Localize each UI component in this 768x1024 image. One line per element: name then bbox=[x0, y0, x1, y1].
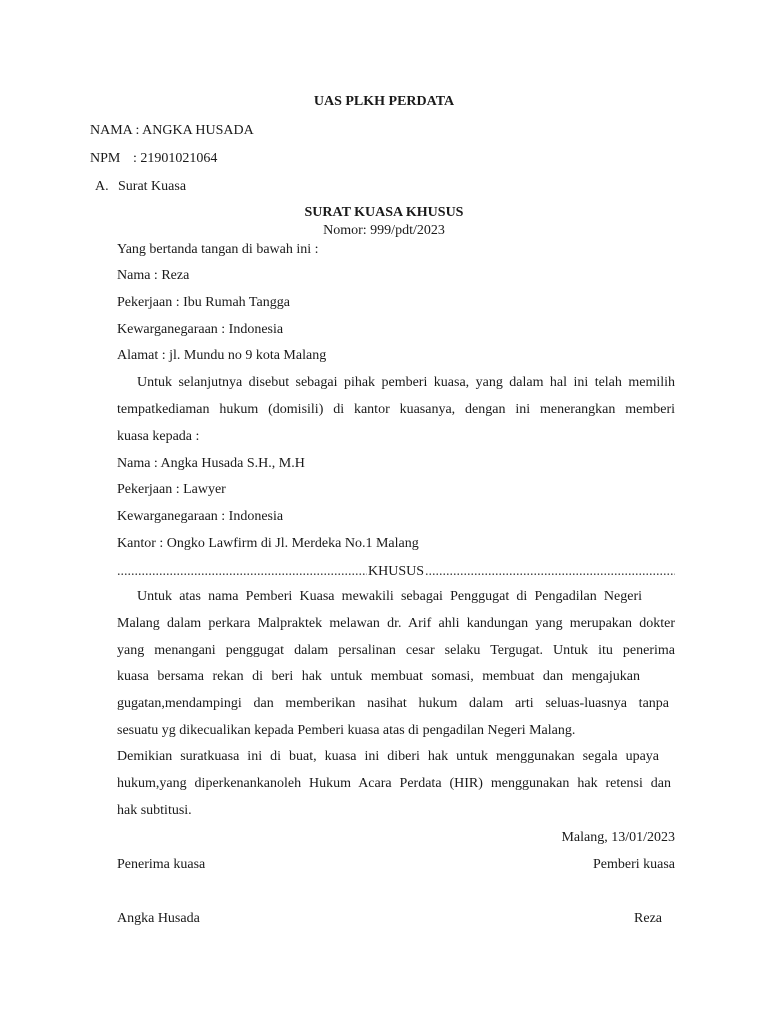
khusus-heading: KHUSUS bbox=[368, 564, 425, 579]
attorney-occupation: Pekerjaan : Lawyer bbox=[117, 482, 226, 497]
grantor-name: Nama : Reza bbox=[117, 268, 190, 283]
paragraph-line: sesuatu yg dikecualikan kepada Pemberi kuasa atas di pengadilan Negeri Malang. bbox=[117, 723, 576, 738]
grantor-label: Pemberi kuasa bbox=[592, 857, 675, 872]
section-marker: A. bbox=[95, 179, 109, 194]
khusus-divider bbox=[117, 563, 675, 581]
grantor-address: Alamat : jl. Mundu no 9 kota Malang bbox=[117, 348, 327, 363]
letter-intro: Yang bertanda tangan di bawah ini : bbox=[117, 242, 319, 257]
attorney-label: Penerima kuasa bbox=[117, 857, 206, 872]
grantor-occupation: Pekerjaan : Ibu Rumah Tangga bbox=[117, 295, 290, 310]
paragraph-line: Untuk atas nama Pemberi Kuasa mewakili sebagai Penggugat di Pengadilan Negeri bbox=[137, 589, 642, 604]
letter-title: SURAT KUASA KHUSUS bbox=[304, 205, 464, 220]
npm-label: NPM bbox=[90, 151, 121, 166]
grantor-signature-name: Reza bbox=[634, 911, 662, 926]
paragraph-line: Demikian suratkuasa ini di buat, kuasa ini diberi hak untuk menggunakan segala upaya bbox=[117, 749, 659, 764]
paragraph-line: hak subtitusi. bbox=[117, 803, 192, 818]
paragraph-line: Malang dalam perkara Malpraktek melawan dr. Arif ahli kandungan yang merupakan dokter bbox=[117, 616, 675, 631]
attorney-signature-name: Angka Husada bbox=[117, 911, 200, 926]
section-title: Surat Kuasa bbox=[118, 179, 187, 194]
paragraph-line: hukum,yang diperkenankanoleh Hukum Acara Perdata (HIR) menggunakan hak retensi dan bbox=[117, 776, 671, 791]
letter-number: Nomor: 999/pdt/2023 bbox=[323, 223, 445, 238]
dotted-leader bbox=[425, 563, 675, 581]
grantor-citizenship: Kewarganegaraan : Indonesia bbox=[117, 322, 284, 337]
paragraph-line: kuasa kepada : bbox=[117, 429, 200, 444]
npm-value: : 21901021064 bbox=[133, 151, 218, 166]
paragraph-line: Untuk selanjutnya disebut sebagai pihak pemberi kuasa, yang dalam hal ini telah memilih bbox=[137, 375, 675, 390]
paragraph-line: tempatkediaman hukum (domisili) di kantor kuasanya, dengan ini menerangkan memberi bbox=[117, 402, 675, 417]
paragraph-line: kuasa bersama rekan di beri hak untuk membuat somasi, membuat dan mengajukan bbox=[117, 669, 640, 684]
paragraph-line: gugatan,mendampingi dan memberikan nasihat hukum dalam arti seluas-luasnya tanpa bbox=[117, 696, 669, 711]
student-name: NAMA : ANGKA HUSADA bbox=[90, 123, 254, 138]
document-title: UAS PLKH PERDATA bbox=[313, 94, 455, 109]
attorney-office: Kantor : Ongko Lawfirm di Jl. Merdeka No.1 Malang bbox=[117, 536, 419, 551]
paragraph-line: yang menangani penggugat dalam persalinan cesar selaku Tergugat. Untuk itu penerima bbox=[117, 643, 675, 658]
attorney-citizenship: Kewarganegaraan : Indonesia bbox=[117, 509, 284, 524]
dotted-leader bbox=[117, 563, 367, 581]
attorney-name: Nama : Angka Husada S.H., M.H bbox=[117, 456, 305, 471]
place-date: Malang, 13/01/2023 bbox=[561, 830, 675, 845]
